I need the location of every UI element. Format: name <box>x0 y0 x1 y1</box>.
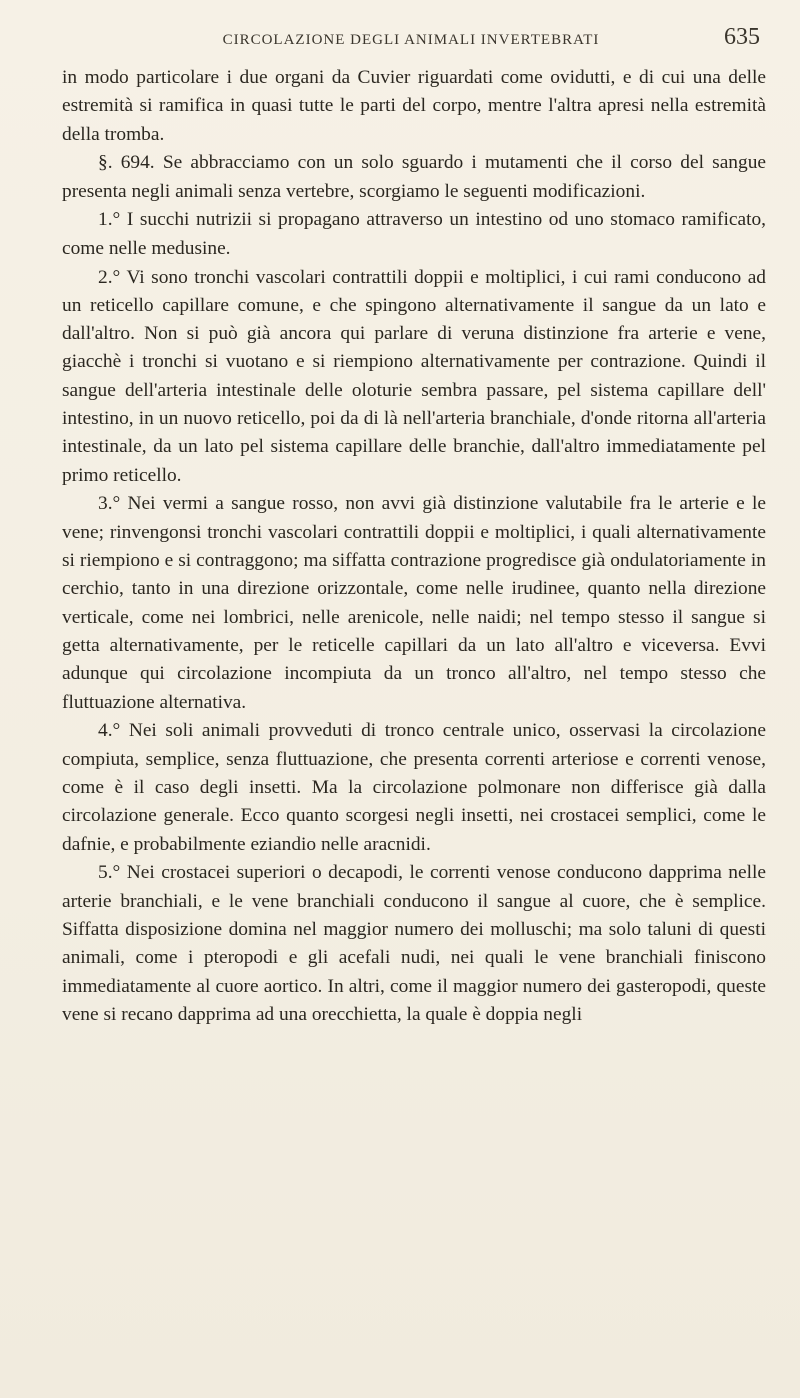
paragraph-item-5: 5.° Nei crostacei superiori o decapodi, le correnti venose conducono dapprima nelle arterie branchiali, e le vene branchiali conducono il sangue al cuore, che è semplice. Siffatta disposizione domina nel maggior numero dei molluschi; ma solo taluni di questi animali, come i pteropodi e gli acefali nudi, nei quali le vene branchiali finiscono immediatamente al cuore aortico. In altri, come il maggior numero dei gasteropodi, queste vene si recano dapprima ad una orecchietta, la quale è doppia negli <box>62 862 766 1025</box>
paragraph-continuation: in modo particolare i due organi da Cuvier riguardati come ovidutti, e di cui una delle estremità si ramifica in quasi tutte le parti del corpo, mentre l'altra apresi nella estremità della tromba. <box>62 67 766 145</box>
body-text <box>62 64 766 1029</box>
page-number: 635 <box>724 24 760 50</box>
paragraph-item-3: 3.° Nei vermi a sangue rosso, non avvi già distinzione valutabile fra le arterie e le vene; rinvengonsi tronchi vascolari contrattili doppii e moltiplici, i quali alternativamente si riempiono e si contraggono; ma siffatta contrazione progredisce già ondulatoriamente in cerchio, tanto in una direzione orizzontale, come nelle irudinee, quanto nella direzione verticale, come nei lombrici, nelle arenicole, nelle naidi; nel tempo stesso il sangue si getta alternativamente, per le reticelle capillari da un lato all'altro e viceversa. Evvi adunque qui circolazione incompiuta da un tronco all'altro, nel tempo stesso che fluttuazione alternativa. <box>62 493 766 713</box>
paragraph-item-1: 1.° I succhi nutrizii si propagano attraverso un intestino od uno stomaco ramificato, come nelle medusine. <box>62 209 766 259</box>
paragraph-section-694: §. 694. Se abbracciamo con un solo sguardo i mutamenti che il corso del sangue presenta negli animali senza vertebre, scorgiamo le seguenti modificazioni. <box>62 152 766 202</box>
paragraph-item-2: 2.° Vi sono tronchi vascolari contrattili doppii e moltiplici, i cui rami conducono ad un reticello capillare comune, e che spingono alternativamente il sangue da un lato e dall'altro. Non si può già ancora qui parlare di veruna distinzione fra arterie e vene, giacchè i tronchi si vuotano e si riempiono alternativamente per contrazione. Quindi il sangue dell'arteria intestinale delle oloturie sembra passare, pel sistema capillare dell' intestino, in un nuovo reticello, poi da di là nell'arteria branchiale, d'onde ritorna all'arteria intestinale, da un lato pel sistema capillare delle branchie, dall'altro immediatamente pel primo reticello. <box>62 266 766 486</box>
running-title: CIRCOLAZIONE DEGLI ANIMALI INVERTEBRATI <box>222 32 600 48</box>
page-header <box>62 24 760 64</box>
paragraph-item-4: 4.° Nei soli animali provveduti di tronco centrale unico, osservasi la circolazione compiuta, semplice, senza fluttuazione, che presenta correnti arteriose e correnti venose, come è il caso degli insetti. Ma la circolazione polmonare non differisce già dalla circolazione generale. Ecco quanto scorgesi negli insetti, nei crostacei semplici, come le dafnie, e probabilmente eziandio nelle aracnidi. <box>62 720 766 855</box>
